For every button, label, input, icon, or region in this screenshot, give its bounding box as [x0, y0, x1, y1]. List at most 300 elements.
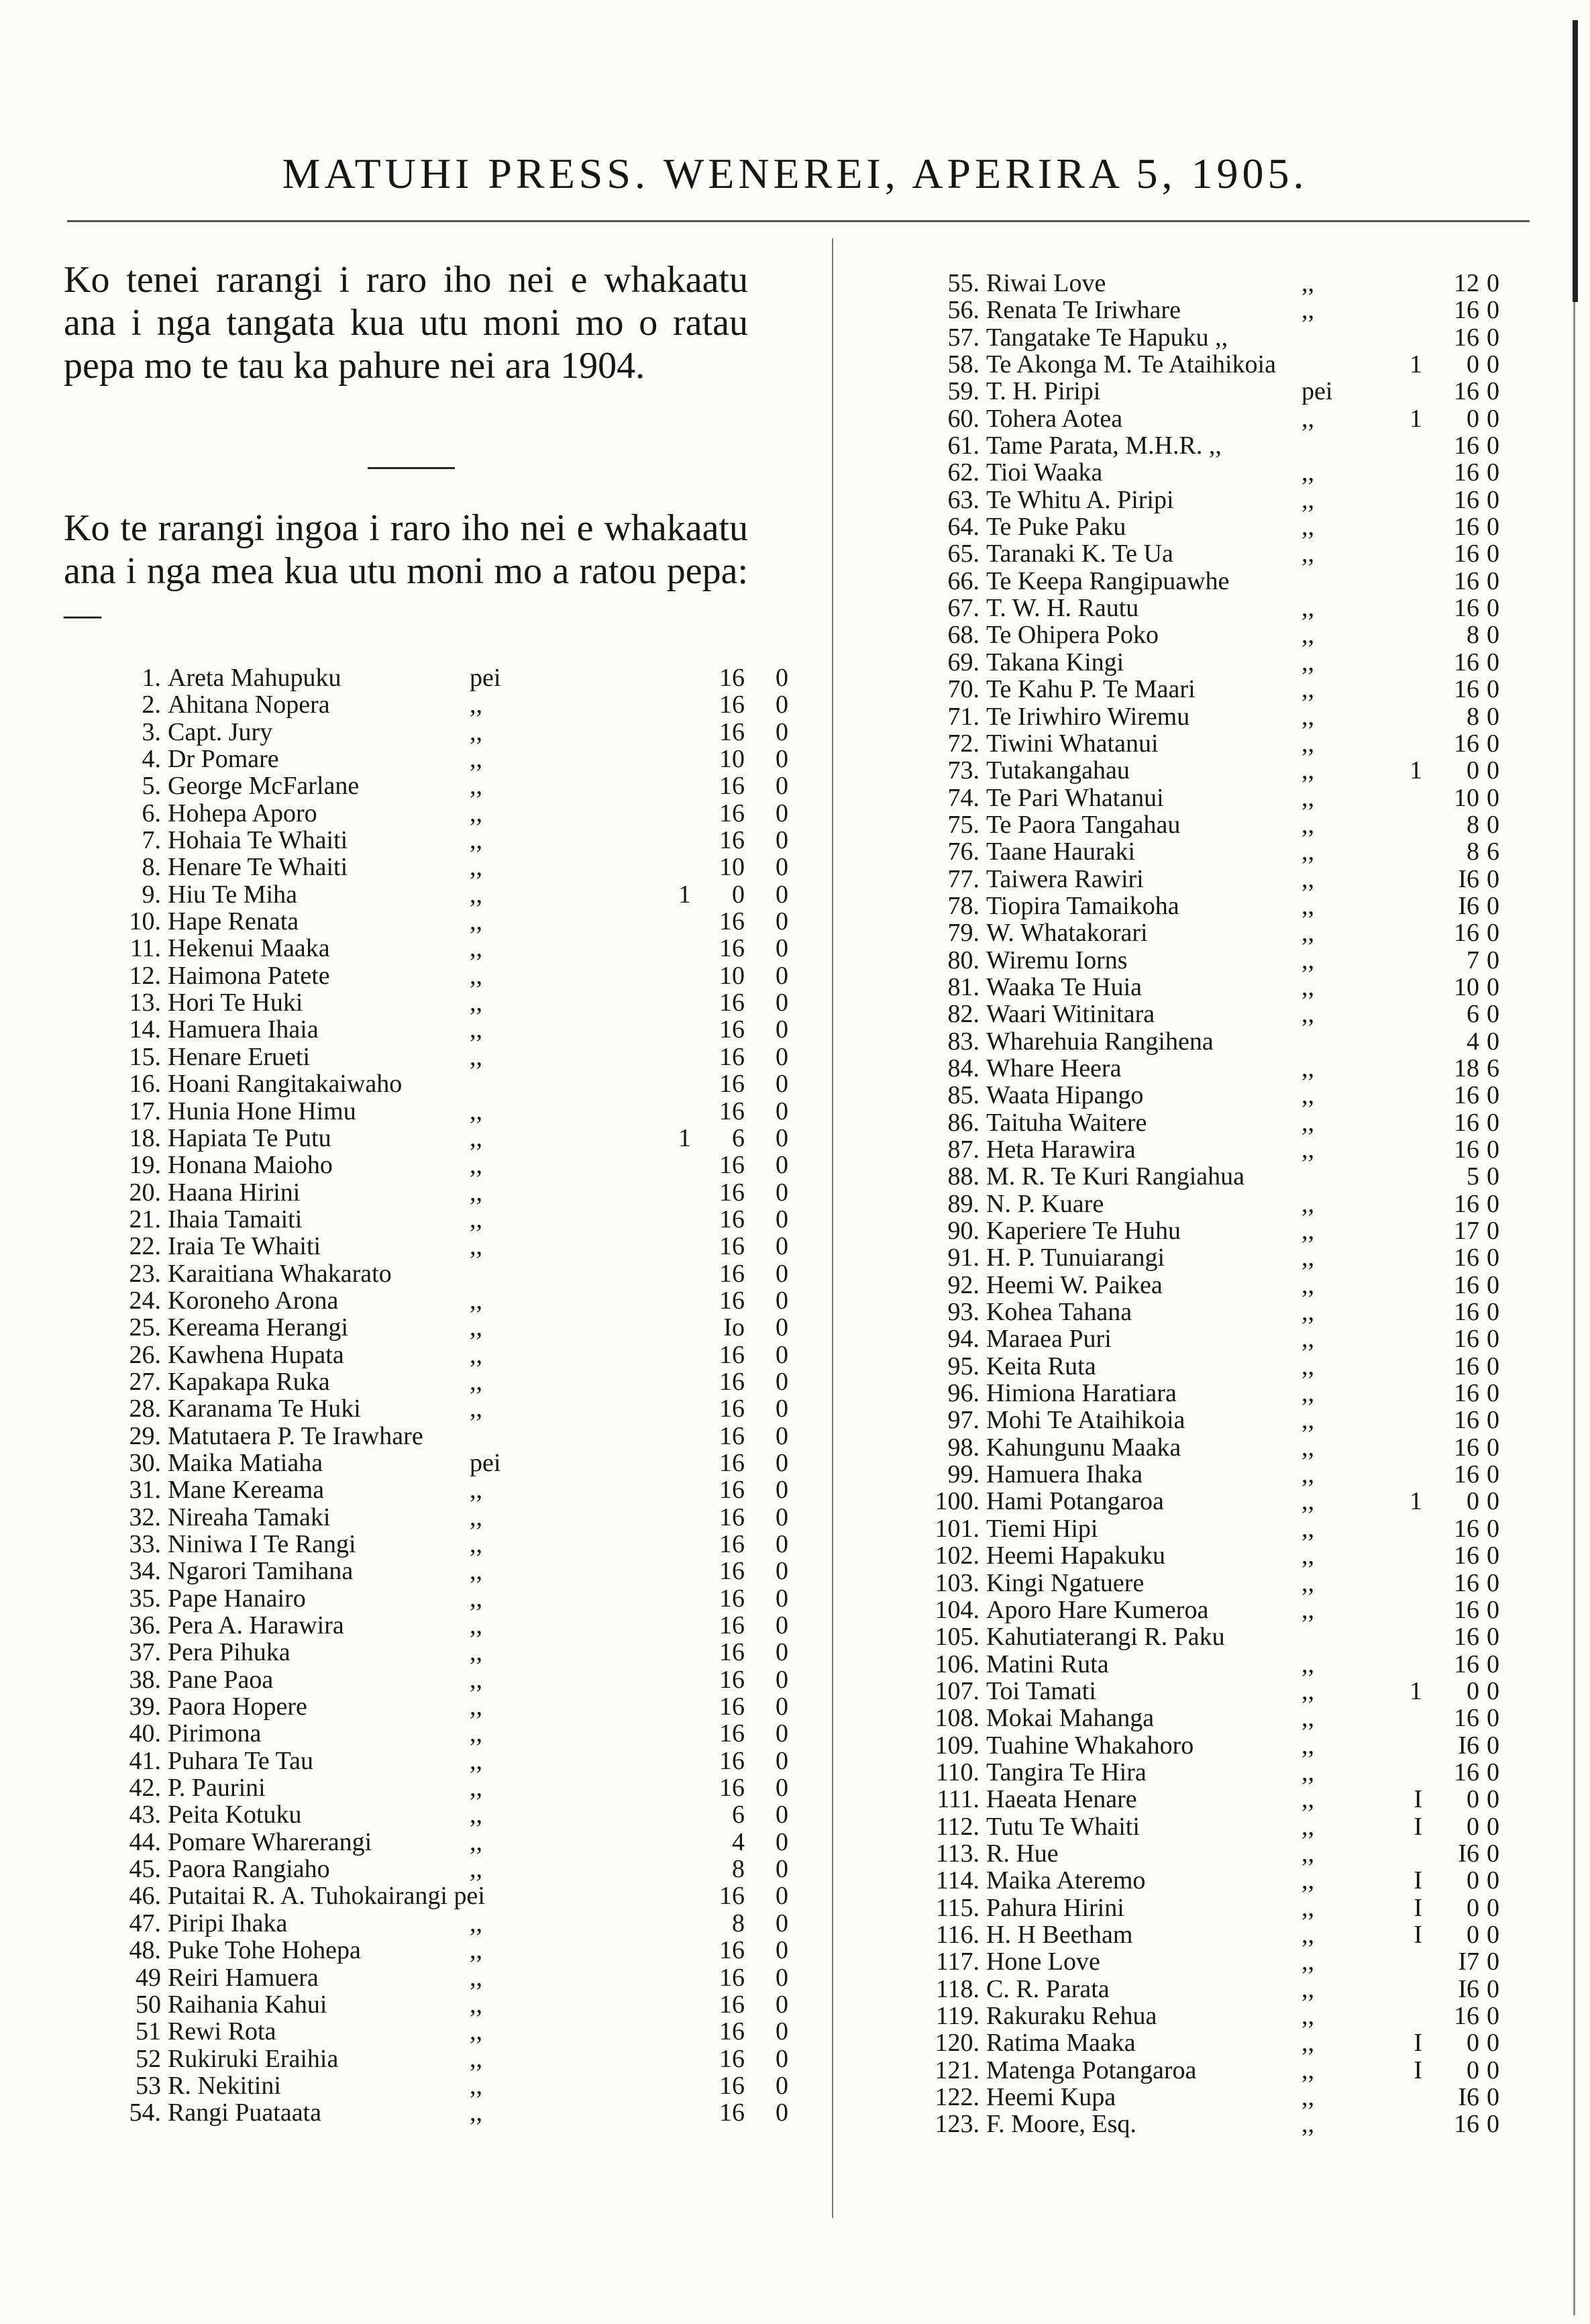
entry-number: 17.: [129, 1097, 161, 1125]
entry-mark: pei: [470, 1448, 501, 1477]
entry-name: Hapiata Te Putu: [168, 1123, 331, 1152]
entry-pence: 0: [776, 1774, 788, 1803]
entry-number: 8.: [142, 853, 161, 882]
entry-number: 74.: [947, 783, 979, 812]
entry-pence: 0: [1487, 1000, 1499, 1029]
entry-pence: 0: [776, 1746, 788, 1775]
entry-name: Mokai Mahanga: [986, 1704, 1155, 1733]
entry-shillings: 16: [1454, 1081, 1479, 1110]
entry-pence: 0: [1487, 1595, 1499, 1624]
entry-shillings: 16: [1454, 1108, 1479, 1137]
entry-mark: ,,: [470, 1774, 482, 1803]
list-item: [107, 907, 788, 936]
entry-pence: 0: [776, 1476, 788, 1505]
entry-pence: 0: [1487, 1081, 1499, 1110]
entry-number: 78.: [947, 891, 979, 920]
list-item: [926, 1948, 1503, 1975]
entry-mark: ,,: [1302, 1135, 1314, 1164]
entry-number: 40.: [129, 1719, 161, 1748]
entry-name: Hekenui Maaka: [168, 934, 330, 963]
entry-shillings: 16: [719, 1015, 745, 1044]
entry-number: 89.: [947, 1189, 979, 1218]
list-item: [107, 1638, 788, 1667]
list-item: [107, 1476, 788, 1505]
entry-pence: 0: [1487, 621, 1499, 650]
entry-name: Paora Hopere: [168, 1693, 307, 1721]
entry-pence: 0: [1487, 2110, 1499, 2139]
entry-mark: ,,: [1302, 1920, 1314, 1949]
entry-number: 102.: [935, 1542, 979, 1570]
entry-shillings: 16: [719, 934, 745, 963]
entry-mark: ,,: [1302, 1758, 1314, 1786]
entry-name: Haeata Henare: [986, 1785, 1137, 1814]
list-item: [107, 1746, 788, 1775]
entry-shillings: 16: [719, 1936, 745, 1965]
entry-number: 12.: [129, 961, 161, 990]
entry-pence: 0: [776, 1665, 788, 1694]
entry-number: 11.: [129, 934, 161, 963]
entry-pence: 0: [1487, 1974, 1499, 2003]
entry-name: Hamuera Ihaia: [168, 1015, 319, 1044]
entry-pence: 0: [776, 1367, 788, 1396]
entry-number: 66.: [947, 566, 979, 595]
entry-number: 120.: [935, 2029, 979, 2058]
entry-shillings: 0: [1467, 1676, 1479, 1705]
list-item: [926, 1191, 1503, 1217]
entry-shillings: I6: [1458, 1974, 1479, 2003]
entry-mark: ,,: [470, 880, 482, 909]
list-item: [926, 919, 1503, 946]
entry-name: Maika Matiaha: [168, 1448, 323, 1477]
entry-name: Heemi W. Paikea: [986, 1270, 1163, 1299]
entry-pounds: 1: [678, 1123, 691, 1152]
entry-shillings: 16: [1454, 1298, 1479, 1327]
entry-shillings: 16: [1454, 2002, 1479, 2030]
entry-shillings: 16: [719, 1584, 745, 1613]
list-item: [107, 2099, 788, 2127]
list-item: [107, 1042, 788, 1071]
entry-mark: ,,: [1302, 485, 1314, 514]
entry-mark: ,,: [1302, 1298, 1314, 1327]
list-item: [107, 1232, 788, 1261]
entry-pence: 0: [776, 717, 788, 746]
entry-name: Tioi Waaka: [986, 458, 1103, 487]
entry-number: 38.: [129, 1665, 161, 1694]
entry-pence: 0: [776, 1936, 788, 1965]
entry-mark: ,,: [470, 1611, 482, 1640]
entry-name: Te Keepa Rangipuawhe: [986, 566, 1230, 595]
entry-name: Te Pari Whatanui: [986, 783, 1164, 812]
entry-name: Kaperiere Te Huhu: [986, 1217, 1181, 1246]
entry-number: 76.: [947, 838, 979, 866]
list-item: [926, 757, 1503, 784]
entry-shillings: 6: [1467, 1000, 1479, 1029]
entry-pence: 0: [776, 1693, 788, 1721]
list-item: [107, 1313, 788, 1342]
entry-pence: 0: [1487, 594, 1499, 623]
entry-number: 47.: [129, 1909, 161, 1937]
entry-pence: 0: [1487, 2002, 1499, 2030]
entry-number: 58.: [947, 350, 979, 379]
list-item: [926, 730, 1503, 757]
entry-name: Hiu Te Miha: [168, 880, 297, 909]
entry-number: 70.: [947, 675, 979, 704]
list-item: [926, 1082, 1503, 1109]
entry-mark: ,,: [1302, 919, 1314, 948]
entry-number: 59.: [947, 377, 979, 406]
entry-name: Rakuraku Rehua: [986, 2002, 1157, 2030]
entry-pence: 0: [776, 1990, 788, 2019]
entry-shillings: 10: [719, 961, 745, 990]
list-item: [926, 1759, 1503, 1786]
list-item: [107, 1178, 788, 1207]
entry-mark: ,,: [1302, 404, 1314, 433]
entry-pence: 0: [1487, 1812, 1499, 1841]
list-item: [107, 1693, 788, 1721]
entry-shillings: 16: [719, 799, 745, 827]
entry-pence: 0: [1487, 1623, 1499, 1652]
list-item: [107, 2071, 788, 2100]
payment-list-right: [926, 270, 1503, 2138]
entry-shillings: 0: [1467, 404, 1479, 433]
entry-mark: ,,: [1302, 1812, 1314, 1841]
entry-pence: 0: [1487, 729, 1499, 758]
entry-pence: 0: [1487, 1758, 1499, 1786]
entry-number: 98.: [947, 1433, 979, 1462]
page-edge-line: [1573, 302, 1575, 2315]
entry-number: 83.: [947, 1027, 979, 1056]
entry-shillings: 4: [1467, 1027, 1479, 1056]
entry-name: Kapakapa Ruka: [168, 1367, 330, 1396]
list-item: [926, 1055, 1503, 1082]
entry-mark: ,,: [470, 1936, 482, 1965]
entry-name: Henare Te Whaiti: [168, 853, 348, 882]
list-item: [926, 947, 1503, 974]
list-item: [107, 1530, 788, 1558]
entry-mark: ,,: [470, 1503, 482, 1531]
entry-shillings: 16: [719, 1205, 745, 1233]
list-item: [107, 1936, 788, 1965]
entry-pence: 0: [1487, 1676, 1499, 1705]
list-item: [926, 540, 1503, 567]
list-item: [107, 745, 788, 774]
entry-shillings: 16: [719, 1476, 745, 1505]
entry-name: H. P. Tunuiarangi: [986, 1244, 1165, 1272]
entry-pence: 0: [1487, 269, 1499, 297]
entry-mark: ,,: [470, 745, 482, 774]
entry-mark: ,,: [470, 1042, 482, 1071]
entry-pence: 0: [1487, 540, 1499, 568]
entry-name: Kahungunu Maaka: [986, 1433, 1181, 1462]
entry-name: Te Ohipera Poko: [986, 621, 1159, 650]
entry-shillings: 16: [1454, 1704, 1479, 1733]
entry-number: 67.: [947, 594, 979, 623]
entry-name: F. Moore, Esq.: [986, 2110, 1136, 2139]
entry-number: 64.: [947, 513, 979, 542]
entry-number: 55.: [947, 269, 979, 297]
list-item: [926, 1299, 1503, 1325]
entry-name: Whare Heera: [986, 1054, 1122, 1082]
entry-mark: ,,: [1302, 1460, 1314, 1489]
entry-shillings: 10: [1454, 972, 1479, 1001]
entry-mark: ,,: [470, 1313, 482, 1342]
entry-shillings: 16: [719, 1286, 745, 1315]
entry-mark: ,,: [470, 1097, 482, 1125]
entry-number: 106.: [935, 1650, 979, 1678]
entry-number: 113.: [935, 1839, 979, 1868]
entry-name: Tutu Te Whaiti: [986, 1812, 1140, 1841]
list-item: [107, 1070, 788, 1099]
entry-pence: 0: [776, 1882, 788, 1911]
entry-number: 91.: [947, 1244, 979, 1272]
entry-number: 81.: [947, 972, 979, 1001]
entry-mark: ,,: [470, 1395, 482, 1423]
entry-number: 49: [136, 1963, 161, 1992]
entry-shillings: 16: [719, 1367, 745, 1396]
list-item: [107, 1421, 788, 1450]
entry-mark: ,,: [1302, 702, 1314, 731]
entry-shillings: 16: [1454, 1595, 1479, 1624]
list-item: [107, 1123, 788, 1152]
entry-shillings: 16: [1454, 1650, 1479, 1678]
entry-name: Mohi Te Ataihikoia: [986, 1406, 1185, 1435]
entry-number: 71.: [947, 702, 979, 731]
entry-pence: 0: [1487, 2029, 1499, 2058]
entry-name: Waata Hipango: [986, 1081, 1144, 1110]
entry-pence: 0: [1487, 377, 1499, 406]
list-item: [107, 1584, 788, 1613]
entry-pence: 0: [776, 961, 788, 990]
entry-pence: 0: [1487, 972, 1499, 1001]
entry-number: 92.: [947, 1270, 979, 1299]
entry-pence: 0: [1487, 946, 1499, 974]
entry-mark: ,,: [1302, 594, 1314, 623]
entry-shillings: 7: [1467, 946, 1479, 974]
list-item: [926, 2029, 1503, 2056]
list-item: [926, 621, 1503, 648]
entry-name: George McFarlane: [168, 772, 360, 801]
entry-shillings: 16: [1454, 1189, 1479, 1218]
entry-mark: ,,: [470, 1123, 482, 1152]
entry-shillings: 16: [1454, 377, 1479, 406]
entry-pence: 0: [1487, 1298, 1499, 1327]
entry-pence: 0: [1487, 1352, 1499, 1380]
entry-shillings: 0: [1467, 2029, 1479, 2058]
list-item: [107, 1665, 788, 1694]
entry-number: 87.: [947, 1135, 979, 1164]
entry-number: 62.: [947, 458, 979, 487]
entry-mark: ,,: [1302, 2002, 1314, 2030]
entry-shillings: 16: [719, 1448, 745, 1477]
entry-name: Hamuera Ihaka: [986, 1460, 1143, 1489]
entry-pence: 0: [1487, 485, 1499, 514]
entry-pounds: 1: [1410, 756, 1422, 785]
entry-mark: ,,: [1302, 1568, 1314, 1597]
entry-shillings: 8: [1467, 810, 1479, 839]
list-item: [107, 691, 788, 719]
entry-shillings: 16: [1454, 1270, 1479, 1299]
entry-pence: 0: [776, 1530, 788, 1558]
entry-pence: 0: [776, 1719, 788, 1748]
entry-mark: ,,: [470, 1584, 482, 1613]
entry-pence: 0: [776, 772, 788, 801]
entry-name: Maika Ateremo: [986, 1866, 1146, 1895]
entry-mark: ,,: [1302, 269, 1314, 297]
entry-name: Te Whitu A. Piripi: [986, 485, 1174, 514]
entry-name: Kawhena Hupata: [168, 1340, 344, 1369]
entry-shillings: 16: [1454, 1542, 1479, 1570]
entry-number: 10.: [129, 907, 161, 936]
entry-shillings: 10: [719, 853, 745, 882]
entry-number: 52: [136, 2044, 161, 2073]
entry-mark: ,,: [470, 1719, 482, 1748]
column-rule: [832, 238, 833, 2218]
entry-number: 35.: [129, 1584, 161, 1613]
entry-name: N. P. Kuare: [986, 1189, 1104, 1218]
entry-shillings: 10: [719, 745, 745, 774]
entry-number: 1.: [142, 664, 161, 692]
entry-shillings: 16: [1454, 566, 1479, 595]
entry-name: Kohea Tahana: [986, 1298, 1132, 1327]
entry-name: Iraia Te Whaiti: [168, 1232, 321, 1261]
entry-number: 2.: [142, 691, 161, 719]
entry-pence: 0: [776, 1178, 788, 1207]
entry-pence: 0: [776, 1015, 788, 1044]
entry-mark: ,,: [1302, 783, 1314, 812]
entry-mark: ,,: [1302, 2083, 1314, 2112]
list-item: [926, 1542, 1503, 1569]
entry-pence: 0: [1487, 323, 1499, 352]
entry-number: 26.: [129, 1340, 161, 1369]
entry-name: Matini Ruta: [986, 1650, 1109, 1678]
entry-name: W. Whatakorari: [986, 919, 1148, 948]
entry-pence: 0: [1487, 1893, 1499, 1922]
entry-name: Koroneho Arona: [168, 1286, 339, 1315]
entry-shillings: 16: [1454, 2110, 1479, 2139]
entry-mark: ,,: [470, 1530, 482, 1558]
list-item: [926, 2057, 1503, 2084]
list-item: [926, 1894, 1503, 1921]
entry-shillings: Io: [723, 1313, 745, 1342]
entry-name: Hori Te Huki: [168, 989, 303, 1017]
entry-shillings: 16: [719, 1963, 745, 1992]
entry-mark: ,,: [470, 1909, 482, 1937]
list-item: [926, 703, 1503, 730]
entry-shillings: I6: [1458, 1839, 1479, 1868]
entry-pence: 0: [776, 1151, 788, 1180]
entry-name: Haimona Patete: [168, 961, 330, 990]
entry-number: 22.: [129, 1232, 161, 1261]
entry-name: Tiemi Hipi: [986, 1514, 1098, 1543]
entry-pence: 0: [776, 1557, 788, 1586]
entry-number: 94.: [947, 1325, 979, 1354]
entry-mark: ,,: [1302, 1839, 1314, 1868]
entry-name: Reiri Hamuera: [168, 1963, 319, 1992]
entry-shillings: 16: [719, 1530, 745, 1558]
entry-number: 110.: [935, 1758, 979, 1786]
entry-mark: ,,: [1302, 1433, 1314, 1462]
entry-name: Waari Witinitara: [986, 1000, 1155, 1029]
entry-shillings: 16: [1454, 513, 1479, 542]
entry-shillings: 16: [719, 1340, 745, 1369]
entry-name: Hami Potangaroa: [986, 1487, 1164, 1516]
entry-shillings: 16: [719, 989, 745, 1017]
list-item: [926, 1867, 1503, 1894]
entry-mark: ,,: [1302, 1948, 1314, 1976]
entry-mark: ,,: [1302, 946, 1314, 974]
entry-name: Keita Ruta: [986, 1352, 1096, 1380]
entry-mark: ,,: [470, 1015, 482, 1044]
entry-shillings: 4: [732, 1827, 745, 1856]
entry-shillings: 0: [1467, 1785, 1479, 1814]
list-item: [926, 1515, 1503, 1542]
entry-shillings: 18: [1454, 1054, 1479, 1082]
entry-name: Rewi Rota: [168, 2017, 276, 2046]
entry-pence: 0: [776, 799, 788, 827]
entry-number: 109.: [935, 1731, 979, 1760]
entry-shillings: 16: [719, 1070, 745, 1099]
entry-shillings: 16: [719, 1395, 745, 1423]
list-item: [107, 1395, 788, 1423]
entry-name: Putaitai R. A. Tuhokairangi pei: [168, 1882, 485, 1911]
list-item: [107, 934, 788, 963]
entry-name: Pane Paoa: [168, 1665, 274, 1694]
entry-number: 34.: [129, 1557, 161, 1586]
entry-mark: ,,: [1302, 1108, 1314, 1137]
entry-pence: 0: [1487, 1920, 1499, 1949]
entry-number: 77.: [947, 864, 979, 893]
entry-mark: ,,: [470, 1801, 482, 1829]
list-item: [107, 826, 788, 855]
entry-name: Taranaki K. Te Ua: [986, 540, 1173, 568]
entry-number: 30.: [129, 1448, 161, 1477]
entry-pence: 0: [776, 907, 788, 936]
entry-name: Heemi Hapakuku: [986, 1542, 1165, 1570]
entry-number: 79.: [947, 919, 979, 948]
entry-name: Ihaia Tamaiti: [168, 1205, 303, 1233]
entry-mark: ,,: [470, 1827, 482, 1856]
entry-shillings: 16: [719, 1746, 745, 1775]
entry-mark: ,,: [470, 1557, 482, 1586]
entry-mark: ,,: [470, 1665, 482, 1694]
entry-pence: 0: [1487, 1650, 1499, 1678]
entry-pence: 0: [776, 1340, 788, 1369]
entry-number: 48.: [129, 1936, 161, 1965]
entry-name: Raihania Kahui: [168, 1990, 327, 2019]
entry-number: 112.: [935, 1812, 979, 1841]
entry-shillings: 16: [1454, 1352, 1479, 1380]
entry-name: Wiremu Iorns: [986, 946, 1128, 974]
entry-mark: ,,: [1302, 2110, 1314, 2139]
entry-name: R. Hue: [986, 1839, 1059, 1868]
entry-shillings: 16: [1454, 919, 1479, 948]
entry-pence: 0: [776, 2044, 788, 2073]
list-item: [926, 1217, 1503, 1244]
entry-name: Aporo Hare Kumeroa: [986, 1595, 1209, 1624]
entry-number: 119.: [935, 2002, 979, 2030]
entry-pence: 6: [1487, 1054, 1499, 1082]
entry-shillings: 16: [719, 1774, 745, 1803]
entry-pounds: I: [1414, 2056, 1422, 2084]
entry-mark: ,,: [470, 2017, 482, 2046]
entry-pounds: 1: [1410, 1676, 1422, 1705]
entry-mark: ,,: [470, 1855, 482, 1884]
list-item: [107, 772, 788, 801]
list-item: [926, 324, 1503, 351]
header-rule: [67, 220, 1530, 222]
entry-mark: ,,: [470, 799, 482, 827]
entry-shillings: 16: [1454, 675, 1479, 704]
